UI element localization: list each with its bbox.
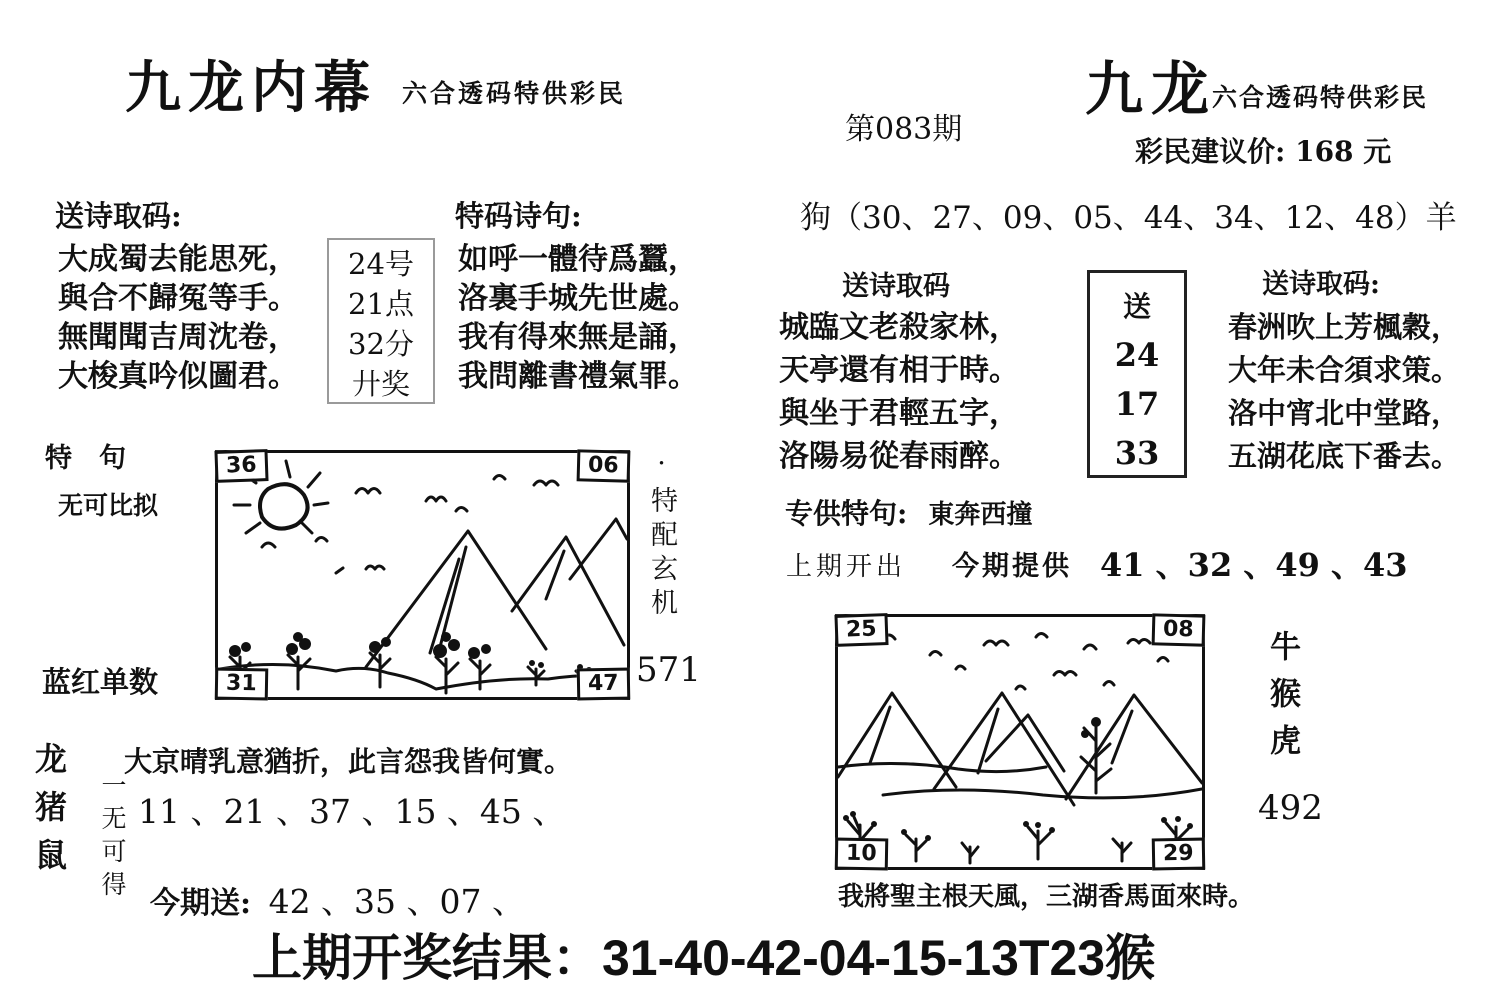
right-picture-caption: 我將聖主根天風，三湖香馬面來時。 [838, 882, 1255, 912]
send-numbers: 42 、35 、07 、 [268, 882, 526, 921]
send-label: 今期送: [150, 886, 252, 921]
poem-line: 如呼一體待爲蠶， [458, 242, 698, 277]
ground-line [220, 664, 625, 689]
poem-line: 洛陽易從春雨醉。 [779, 439, 1019, 474]
birds-icon [262, 476, 558, 574]
poem-line: 五湖花底下番去。 [1228, 439, 1461, 473]
left-title: 九龙内幕 [125, 55, 377, 121]
left-poem1 [58, 240, 298, 396]
prize-box-line: 21点 [348, 287, 414, 321]
prize-box-line: 24号 [348, 247, 414, 281]
special-supply-value: 東奔西撞 [928, 500, 1033, 530]
special-supply-label: 专供特句: [785, 497, 908, 530]
left-sentence: 大京晴乳意猶折，此言怨我皆何實。 [124, 745, 573, 778]
right-side-number: 492 [1258, 788, 1323, 828]
left-poem2 [458, 240, 698, 396]
poem-line: 大成蜀去能思死， [58, 242, 298, 277]
picture-corner-number: 31 [215, 668, 268, 701]
right-title: 九龙 [1085, 55, 1218, 123]
left-subtitle: 六合透码特供彩民 [402, 79, 627, 108]
special-supply-line [785, 492, 1032, 532]
picture-corner-number: 10 [835, 838, 888, 871]
right-poem-b [1228, 306, 1460, 478]
price-line: 彩民建议价: 168 元 [1135, 135, 1392, 168]
picture-corner-number: 06 [577, 449, 630, 482]
poem-line: 洛裏手城先世處。 [458, 281, 698, 316]
lanhong-label: 蓝红单数 [42, 665, 159, 699]
trees [229, 632, 592, 693]
prize-time-box [327, 238, 435, 404]
mountains [366, 519, 627, 667]
poem-line: 大梭真吟似圖君。 [58, 359, 298, 394]
right-landscape-drawing [838, 617, 1202, 867]
song-box-line: 24 [1114, 336, 1160, 374]
current-issue-numbers: 41 、32 、49 、43 [1100, 546, 1408, 584]
right-poem-b-header: 送诗取码: [1262, 269, 1380, 300]
previous-draw-result: 上期开奖结果：31-40-42-04-15-13T23猴 [252, 930, 1156, 986]
picture-corner-number: 25 [834, 613, 888, 647]
poem-line: 與合不歸冤等手。 [58, 281, 298, 316]
issue-number: 第083期 [845, 112, 963, 147]
current-issue-label: 今期提供 [952, 551, 1072, 582]
left-zodiac-column: 龙猪鼠 [30, 742, 68, 886]
prize-box-line: 32分 [348, 327, 414, 361]
prize-box-line: 廾奖 [351, 367, 410, 401]
poem-line: 城臨文老殺家林， [779, 310, 1019, 345]
left-landscape-drawing [218, 453, 627, 697]
left-landscape-picture [215, 450, 630, 700]
right-poem-a [779, 306, 1019, 478]
previous-issue-label: 上期开出 [786, 552, 907, 582]
birds-icon [883, 634, 1168, 690]
poem-line: 與坐于君輕五字， [779, 396, 1019, 431]
song-box-line: 33 [1114, 434, 1160, 472]
picture-corner-number: 29 [1152, 838, 1205, 871]
ground-line [838, 763, 1202, 797]
poem-line: 我有得來無是誦， [458, 320, 698, 355]
left-poem2-header: 特码诗句: [455, 199, 582, 233]
poem-line: 我問離書禮氣罪。 [458, 359, 698, 394]
picture-corner-number: 36 [214, 449, 268, 483]
right-poem-a-header: 送诗取码 [842, 271, 950, 302]
trees [843, 717, 1193, 863]
left-side-number: 571 [636, 650, 701, 690]
left-poem1-header: 送诗取码: [55, 199, 182, 233]
right-subtitle: 六合透码特供彩民 [1212, 83, 1429, 112]
picture-corner-number: 47 [577, 668, 630, 701]
send-numbers-box [1087, 270, 1187, 478]
poem-line: 天亭還有相于時。 [779, 353, 1019, 388]
song-box-line: 送 [1122, 290, 1151, 323]
poem-line: 春洲吹上芳楓穀， [1228, 310, 1461, 344]
left-numbers-line: 11 、21 、37 、15 、45 、 [138, 792, 566, 831]
left-side-vertical-label: ·特配玄机 [646, 448, 677, 622]
left-result-column: 一无可得 [98, 772, 127, 904]
right-side-zodiac-column: 牛猴虎 [1264, 630, 1300, 771]
mountains [838, 693, 1202, 805]
picture-corner-number: 08 [1152, 613, 1205, 646]
special-phrase-text: 无可比拟 [58, 491, 159, 520]
poem-line: 大年未合須求策。 [1228, 353, 1461, 387]
right-landscape-picture [835, 614, 1205, 870]
left-send-line [150, 876, 525, 923]
special-phrase-header: 特 句 [45, 443, 126, 474]
poem-line: 無聞聞吉周沈卷， [58, 320, 298, 355]
song-box-line: 17 [1114, 385, 1160, 423]
zodiac-numbers-line: 狗（30、27、09、05、44、34、12、48）羊 [800, 200, 1457, 236]
poem-line: 洛中宵北中堂路， [1228, 396, 1461, 430]
